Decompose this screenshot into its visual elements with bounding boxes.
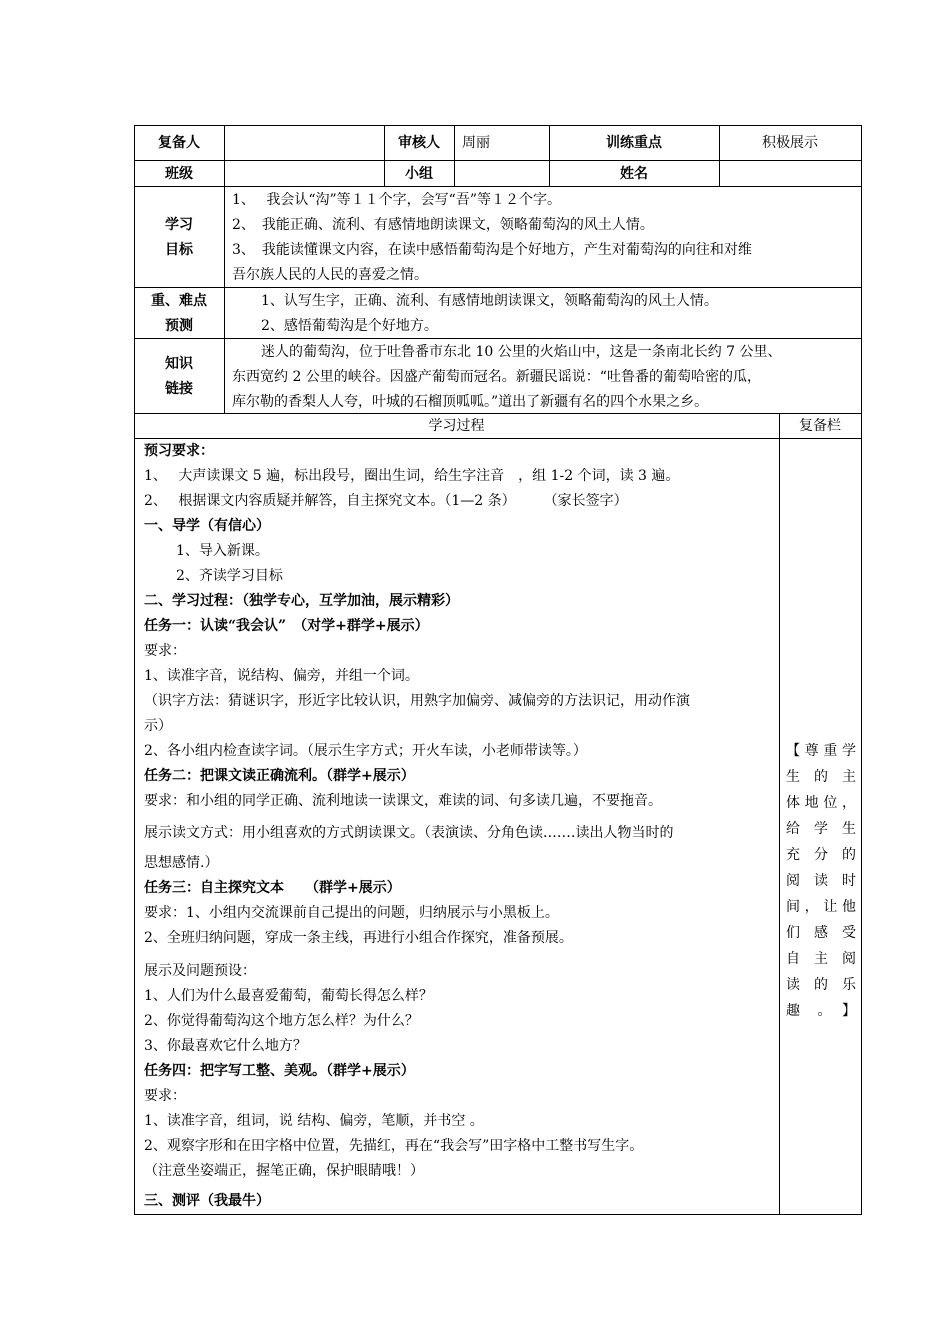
process-line: 思想感情.）	[144, 855, 219, 871]
shenheren-label: 审核人	[398, 135, 440, 151]
process-line: 展示及问题预设：	[144, 963, 256, 979]
key-label: 重、难点	[151, 293, 207, 309]
xingming-label: 姓名	[620, 166, 648, 182]
side-note-line: 充 分 的	[786, 847, 856, 863]
process-line: 1、 大声读课文 5 遍，标出段号，圈出生词，给生字注音 ，组 1-2 个词，读 3 遍。	[144, 468, 680, 484]
process-line: 三、测评（我最牛）	[144, 1193, 270, 1209]
process-line: 2、 根据课文内容质疑并解答，自主探究文本。（1—2 条） （家长签字）	[144, 493, 628, 509]
process-line: 1、人们为什么最喜爱葡萄，葡萄长得怎么样？	[144, 988, 433, 1004]
process-line: 要求：	[144, 1088, 186, 1104]
goals-label: 目标	[165, 242, 193, 258]
knowledge-label: 链接	[165, 381, 193, 397]
process-line: 任务二：把课文读正确流利。（群学+展示）	[144, 768, 415, 784]
process-line: 要求：1、小组内交流课前自己提出的问题，归纳展示与小黑板上。	[144, 905, 559, 921]
process-line: 示）	[144, 718, 172, 734]
goal-line: 3、 我能读懂课文内容，在读中感悟葡萄沟是个好地方，产生对葡萄沟的向往和对维	[232, 242, 752, 258]
table-border	[134, 186, 862, 187]
goal-line: 吾尔族人民的人民的喜爱之情。	[232, 267, 428, 283]
knowledge-line: 库尔勒的香梨人人夸，叶城的石榴顶呱呱。”道出了新疆有名的四个水果之乡。	[232, 394, 709, 410]
process-title: 学习过程	[428, 418, 485, 434]
process-line: 任务三：自主探究文本 （群学+展示）	[144, 880, 401, 896]
table-border	[134, 438, 862, 439]
table-border	[134, 1214, 862, 1215]
side-note-line: 【尊重学	[786, 743, 856, 759]
key-line: 1、认写生字，正确、流利、有感情地朗读课文，领略葡萄沟的风土人情。	[261, 293, 718, 309]
process-line: 2、全班归纳问题，穿成一条主线，再进行小组合作探究，准备预展。	[144, 930, 573, 946]
process-line: 展示读文方式：用小组喜欢的方式朗读课文。（表演读、分角色读.……读出人物当时的	[144, 825, 674, 841]
xunlian-value: 积极展示	[762, 135, 818, 151]
goal-line: 1、 我会认“沟”等１１个字，会写“吾”等１２个字。	[232, 192, 561, 208]
side-note-line: 趣。】	[786, 1003, 856, 1019]
goal-line: 2、 我能正确、流利、有感情地朗读课文，领略葡萄沟的风土人情。	[232, 217, 654, 233]
xiaozu-label: 小组	[405, 166, 433, 182]
process-line: 2、各小组内检查读字词。（展示生字方式；开火车读，小老师带读等。）	[144, 743, 587, 759]
side-note-line: 生 的 主	[786, 769, 856, 785]
process-line: （注意坐姿端正，握笔正确，保护眼睛哦！）	[144, 1163, 424, 1179]
table-border	[134, 160, 862, 161]
xunlian-label: 训练重点	[606, 135, 662, 151]
side-note-line: 体地位，	[786, 795, 856, 811]
process-line: 二、学习过程：（独学专心，互学加油，展示精彩）	[144, 593, 459, 609]
table-border	[134, 338, 862, 339]
process-line: 3、你最喜欢它什么地方？	[144, 1038, 307, 1054]
side-note-line: 给 学 生	[786, 821, 856, 837]
knowledge-line: 迷人的葡萄沟，位于吐鲁番市东北 10 公里的火焰山中，这是一条南北长约 7 公里、	[261, 344, 782, 360]
table-border	[134, 287, 862, 288]
process-line: 要求：和小组的同学正确、流利地读一读课文，难读的词、句多读几遍，不要拖音。	[144, 793, 662, 809]
key-label: 预测	[165, 318, 193, 334]
goals-label: 学习	[165, 217, 193, 233]
side-note	[786, 738, 856, 1024]
table-border	[134, 125, 135, 1215]
key-line: 2、感悟葡萄沟是个好地方。	[261, 318, 438, 334]
process-line: 1、导入新课。	[176, 543, 269, 559]
process-line: 1、读准字音，说结构、偏旁，并组一个词。	[144, 668, 419, 684]
process-line: 2、你觉得葡萄沟这个地方怎么样？为什么？	[144, 1013, 419, 1029]
side-note-line: 阅 读 时	[786, 873, 856, 889]
table-border	[861, 125, 862, 1215]
side-note-line: 自 主 阅	[786, 951, 856, 967]
table-border	[779, 413, 780, 1215]
table-border	[134, 125, 862, 126]
table-border	[134, 413, 862, 414]
table-border	[224, 125, 225, 414]
side-note-line: 间，让他	[786, 899, 856, 915]
process-line: 要求：	[144, 643, 186, 659]
process-line: 任务一：认读“我会认” （对学+群学+展示）	[144, 618, 429, 634]
process-line: 1、读准字音，组词，说 结构、偏旁，笔顺，并书空 。	[144, 1113, 484, 1129]
process-line: 预习要求：	[144, 443, 214, 459]
side-note-line: 读 的 乐	[786, 977, 856, 993]
process-line: 任务四：把字写工整、美观。（群学+展示）	[144, 1063, 415, 1079]
process-line: 2、观察字形和在田字格中位置，先描红，再在“我会写”田字格中工整书写生字。	[144, 1138, 644, 1154]
side-title: 复备栏	[799, 418, 841, 434]
knowledge-line: 东西宽约 2 公里的峡谷。因盛产葡萄而冠名。新疆民谣说：“吐鲁番的葡萄哈密的瓜，	[232, 369, 761, 385]
process-line: 2、齐读学习目标	[176, 568, 283, 584]
fubeiren-label: 复备人	[158, 135, 200, 151]
process-line: （识字方法：猜谜识字，形近字比较认识，用熟字加偏旁、减偏旁的方法识记，用动作演	[144, 693, 690, 709]
side-note-line: 们 感 受	[786, 925, 856, 941]
knowledge-label: 知识	[165, 356, 193, 372]
banji-label: 班级	[165, 166, 193, 182]
table-border	[454, 125, 455, 187]
process-line: 一、导学（有信心）	[144, 518, 270, 534]
shenheren-value: 周丽	[462, 135, 490, 151]
